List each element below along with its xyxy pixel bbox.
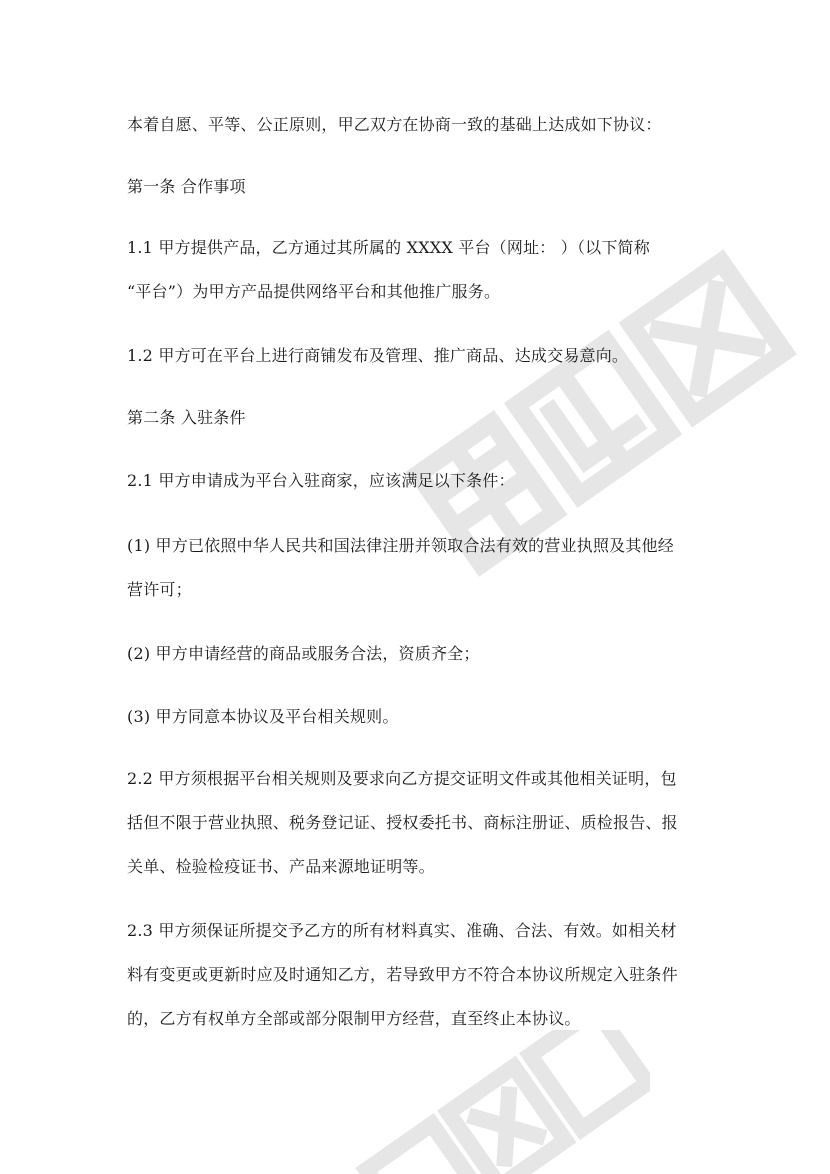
condition-item-2: (2) 甲方申请经营的商品或服务合法，资质齐全； [127, 644, 480, 663]
clause-1-2: 1.2 甲方可在平台上进行商铺发布及管理、推广商品、达成交易意向。 [127, 346, 629, 365]
clause-1-1-line-2: “平台”）为甲方产品提供网络平台和其他推广服务。 [127, 282, 501, 301]
clause-1-1-line-1: 1.1 甲方提供产品，乙方通过其所属的 XXXX 平台（网址： ）（以下简称 [127, 238, 650, 257]
clause-2-2-line-2: 括但不限于营业执照、税务登记证、授权委托书、商标注册证、质检报告、报 [127, 813, 678, 832]
clause-2-3-line-3: 的，乙方有权单方全部或部分限制甲方经营，直至终止本协议。 [127, 1009, 581, 1028]
condition-item-1-line-1: (1) 甲方已依照中华人民共和国法律注册并领取合法有效的营业执照及其他经 [127, 536, 674, 555]
clause-2-3-line-1: 2.3 甲方须保证所提交予乙方的所有材料真实、准确、合法、有效。如相关材 [127, 921, 677, 940]
clause-2-1: 2.1 甲方申请成为平台入驻商家，应该满足以下条件： [127, 471, 515, 490]
clause-2-3-line-2: 料有变更或更新时应及时通知乙方，若导致甲方不符合本协议所规定入驻条件 [127, 965, 678, 984]
condition-item-1-line-2: 营许可； [127, 580, 192, 599]
watermark-graphic-bottom [330, 1030, 650, 1174]
intro-paragraph: 本着自愿、平等、公正原则，甲乙双方在协商一致的基础上达成如下协议： [127, 115, 662, 134]
clause-2-2-line-3: 关单、检验检疫证书、产品来源地证明等。 [127, 857, 435, 876]
condition-item-3: (3) 甲方同意本协议及平台相关规则。 [127, 707, 399, 726]
article-2-heading: 第二条 入驻条件 [127, 408, 246, 427]
clause-2-2-line-1: 2.2 甲方须根据平台相关规则及要求向乙方提交证明文件或其他相关证明，包 [127, 769, 677, 788]
article-1-heading: 第一条 合作事项 [127, 177, 246, 196]
